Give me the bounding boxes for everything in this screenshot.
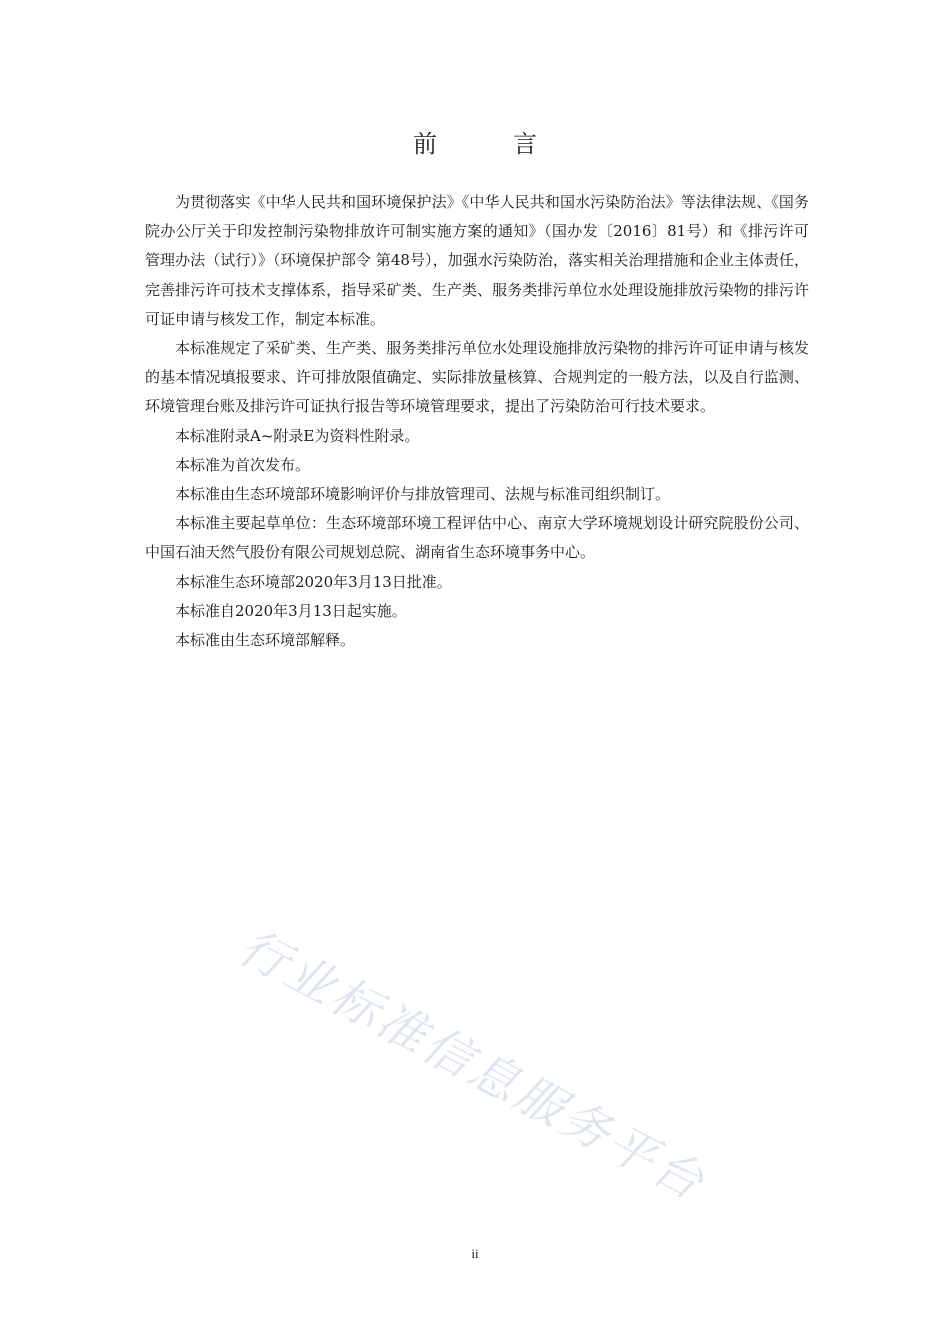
paragraph-appendix: 本标准附录A~附录E为资料性附录。 bbox=[175, 426, 420, 445]
page-title: 前 言 bbox=[413, 130, 563, 158]
paragraph-interpretation: 本标准由生态环境部解释。 bbox=[175, 631, 356, 650]
watermark: 行业标准信息服务平台 bbox=[229, 918, 716, 1213]
paragraph-first-release: 本标准为首次发布。 bbox=[175, 455, 311, 474]
paragraph-drafters: 本标准主要起草单位：生态环境部环境工程评估中心、南京大学环境规划设计研究院股份公司、中国石油天然气股份有限公司规划总院、湖南省生态环境事务中心。 bbox=[145, 514, 809, 562]
paragraph-purpose: 为贯彻落实《中华人民共和国环境保护法》《中华人民共和国水污染防治法》等法律法规、《国务院办公厅关于印发控制污染物排放许可制实施方案的通知》（国办发〔2016〕81号）和《排污许可管理办法（试行）》（环境保护部令 第48号），加强水污染防治，落实相关治理措施和企业主体责任，完善排污许可技术支撑体系，指导采矿类、生产类、服务类排污单位水处理设施排放污染物的排污许可证申请与核发工作，制定本标准。 bbox=[145, 193, 809, 328]
paragraph-organizer: 本标准由生态环境部环境影响评价与排放管理司、法规与标准司组织制订。 bbox=[175, 485, 671, 504]
body-text bbox=[145, 188, 809, 655]
paragraph-scope: 本标准规定了采矿类、生产类、服务类排污单位水处理设施排放污染物的排污许可证申请与核发的基本情况填报要求、许可排放限值确定、实际排放量核算、合规判定的一般方法，以及自行监测、环境管理台账及排污许可证执行报告等环境管理要求，提出了污染防治可行技术要求。 bbox=[145, 339, 809, 416]
paragraph-approval-date: 本标准生态环境部2020年3月13日批准。 bbox=[175, 572, 452, 591]
paragraph-effective-date: 本标准自2020年3月13日起实施。 bbox=[175, 601, 407, 620]
page-number: ii bbox=[471, 1246, 479, 1261]
